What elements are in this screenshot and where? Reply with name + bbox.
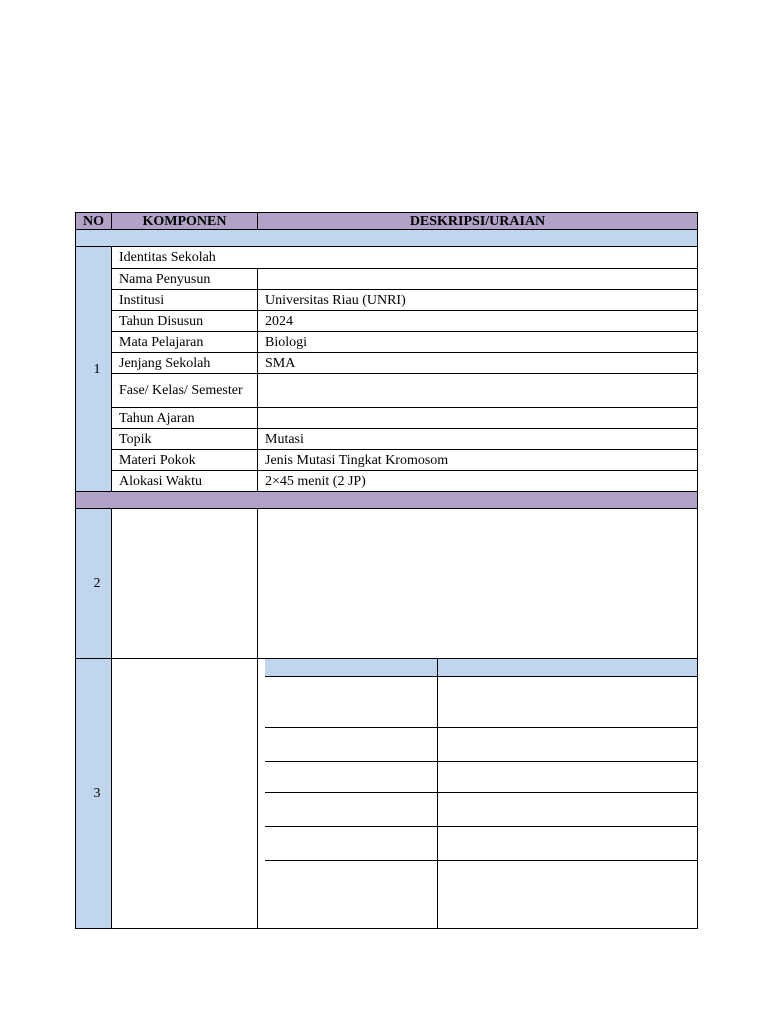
section2-deskripsi <box>258 509 698 659</box>
section3-row <box>76 659 698 929</box>
row-label: Materi Pokok <box>112 450 258 471</box>
section1-title-row <box>76 247 698 269</box>
inner-header-row <box>265 659 697 677</box>
section2-number: 2 <box>76 509 112 659</box>
table-row <box>76 429 698 450</box>
row-value <box>258 408 698 429</box>
header-no: NO <box>76 213 112 230</box>
table-row <box>76 290 698 311</box>
row-value: Mutasi <box>258 429 698 450</box>
table-row <box>76 269 698 290</box>
row-label: Topik <box>112 429 258 450</box>
inner-row <box>265 677 697 728</box>
table-row <box>76 471 698 492</box>
table-row <box>76 332 698 353</box>
table-row <box>76 311 698 332</box>
row-label: Institusi <box>112 290 258 311</box>
purple-band-row <box>76 492 698 509</box>
row-label: Fase/ Kelas/ Semester <box>112 374 258 408</box>
row-label: Tahun Disusun <box>112 311 258 332</box>
table-row <box>76 408 698 429</box>
header-komponen: KOMPONEN <box>112 213 258 230</box>
row-label: Jenjang Sekolah <box>112 353 258 374</box>
blue-band-row <box>76 230 698 247</box>
row-value <box>258 374 698 408</box>
table-row <box>76 353 698 374</box>
section2-row <box>76 509 698 659</box>
inner-row <box>265 728 697 762</box>
row-value: SMA <box>258 353 698 374</box>
inner-row <box>265 793 697 827</box>
section3-inner-table <box>265 659 697 928</box>
header-deskripsi: DESKRIPSI/URAIAN <box>258 213 698 230</box>
row-value: Biologi <box>258 332 698 353</box>
table-row <box>76 450 698 471</box>
row-value: 2×45 menit (2 JP) <box>258 471 698 492</box>
row-label: Mata Pelajaran <box>112 332 258 353</box>
row-value: 2024 <box>258 311 698 332</box>
row-label: Tahun Ajaran <box>112 408 258 429</box>
inner-row <box>265 827 697 861</box>
row-value: Universitas Riau (UNRI) <box>258 290 698 311</box>
lesson-plan-table <box>75 212 698 929</box>
section2-komponen <box>112 509 258 659</box>
section1-title: Identitas Sekolah <box>112 247 698 269</box>
row-label: Nama Penyusun <box>112 269 258 290</box>
table-header-row <box>76 213 698 230</box>
section3-number: 3 <box>76 659 112 929</box>
inner-row <box>265 762 697 793</box>
row-value <box>258 269 698 290</box>
section3-deskripsi <box>258 659 698 929</box>
row-label: Alokasi Waktu <box>112 471 258 492</box>
section1-number: 1 <box>76 247 112 492</box>
inner-row <box>265 861 697 928</box>
row-value: Jenis Mutasi Tingkat Kromosom <box>258 450 698 471</box>
section3-komponen <box>112 659 258 929</box>
table-row <box>76 374 698 408</box>
